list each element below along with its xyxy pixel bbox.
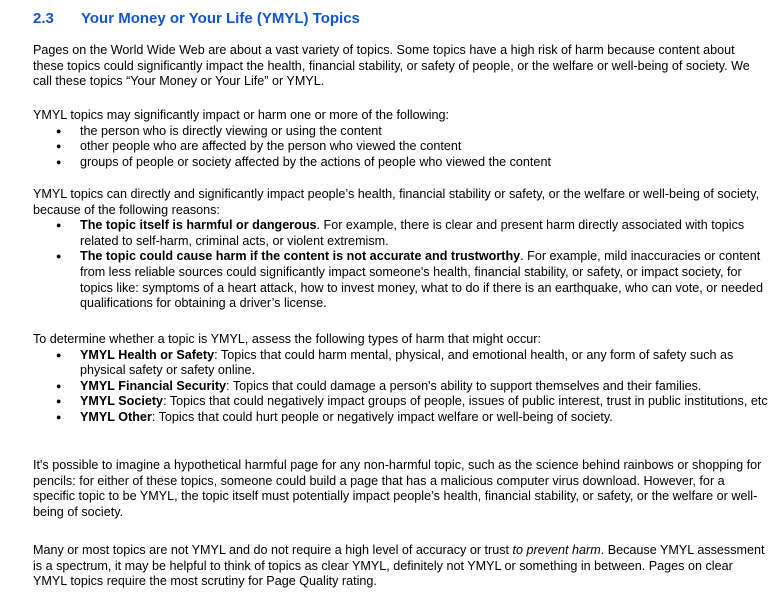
- harm-type-text: : Topics that could negatively impact groups of people, issues of public interest, trust in public institutions, etc: [163, 394, 768, 409]
- harm-type-text: : Topics that could harm mental, physical, and emotional health, or any form of safety such as physical safety or safety online.: [80, 347, 734, 378]
- reason-title: The topic could cause harm if the content is not accurate and trustworthy: [80, 249, 521, 264]
- impact-section: [33, 108, 768, 170]
- harm-type-title: YMYL Society: [80, 394, 164, 409]
- closing-text: [33, 543, 768, 590]
- list-item: ● the person who is directly viewing or using the content: [33, 124, 768, 140]
- harm-types-lead: To determine whether a topic is YMYL, assess the following types of harm that might occur:: [33, 332, 541, 346]
- reasons-section: [33, 187, 768, 312]
- reason-title: The topic itself is harmful or dangerous: [80, 218, 317, 233]
- intro-text: Pages on the World Wide Web are about a vast variety of topics. Some topics have a high risk of harm because content about these topics could significantly impact the health, financial stability, or safety of people, or the welfare or well-being of society. We call these topics “Your Money or Your Life” or YMYL.: [33, 43, 750, 89]
- list-item: [33, 394, 768, 410]
- harm-types-section: [33, 332, 768, 426]
- section-title: Your Money or Your Life (YMYL) Topics: [81, 10, 360, 27]
- list-item: [33, 410, 768, 426]
- section-heading: [33, 10, 360, 27]
- closing-text-part1: Many or most topics are not YMYL and do not require a high level of accuracy or trust: [33, 543, 513, 557]
- reasons-lead: YMYL topics can directly and significantly impact people’s health, financial stability or safety, or the welfare or well-being of society, because of the following reasons:: [33, 187, 760, 217]
- list-item: [33, 348, 768, 379]
- hypothetical-text: It's possible to imagine a hypothetical harmful page for any non-harmful topic, such as the science behind rainbows or shopping for pencils: for either of these topics, someone could build a page that has a malicious computer virus download. However, for a specific topic to be YMYL, the topic itself must potentially impact people’s health, financial stability, or safety, or the welfare or well-being of society.: [33, 458, 762, 519]
- closing-emphasis: to prevent harm: [512, 543, 601, 557]
- list-item: [33, 218, 768, 249]
- closing-text-part2: . Because YMYL assessment is a spectrum, it may be helpful to think of topics as clear YMYL, definitely not YMYL or something in between. Pages on clear YMYL topics require the most scrutiny for Page Quality rating.: [33, 543, 765, 589]
- harm-type-text: : Topics that could hurt people or negatively impact welfare or well-being of society.: [151, 409, 613, 424]
- list-item: [33, 379, 768, 395]
- harm-type-text: : Topics that could damage a person's ability to support themselves and their families.: [226, 378, 702, 393]
- harm-types-list: [33, 348, 768, 426]
- impact-lead: YMYL topics may significantly impact or harm one or more of the following:: [33, 108, 449, 122]
- reason-text: . For example, mild inaccuracies or content from less reliable sources could significantly impact someone's health, financial stability, or safety, or impact society, for topics like: symptoms of a heart attack, how to invest money, what to do if there is an earthquake, who can vote, or needed qualifications for obtaining a driver’s license.: [80, 249, 763, 311]
- harm-type-title: YMYL Financial Security: [80, 378, 227, 393]
- harm-type-title: YMYL Health or Safety: [80, 347, 215, 362]
- closing-paragraph: [33, 543, 768, 590]
- list-item: [33, 249, 768, 311]
- list-item: ● groups of people or society affected by the actions of people who viewed the content: [33, 155, 768, 171]
- list-item: ● other people who are affected by the person who viewed the content: [33, 139, 768, 155]
- reasons-list: [33, 218, 768, 312]
- impact-list: [33, 124, 768, 171]
- intro-paragraph: [33, 43, 768, 90]
- harm-type-title: YMYL Other: [80, 409, 152, 424]
- hypothetical-paragraph: [33, 458, 768, 520]
- section-number: 2.3: [33, 10, 54, 27]
- reason-text: . For example, there is clear and present harm directly associated with topics related to self-harm, criminal acts, or violent extremism.: [80, 218, 745, 248]
